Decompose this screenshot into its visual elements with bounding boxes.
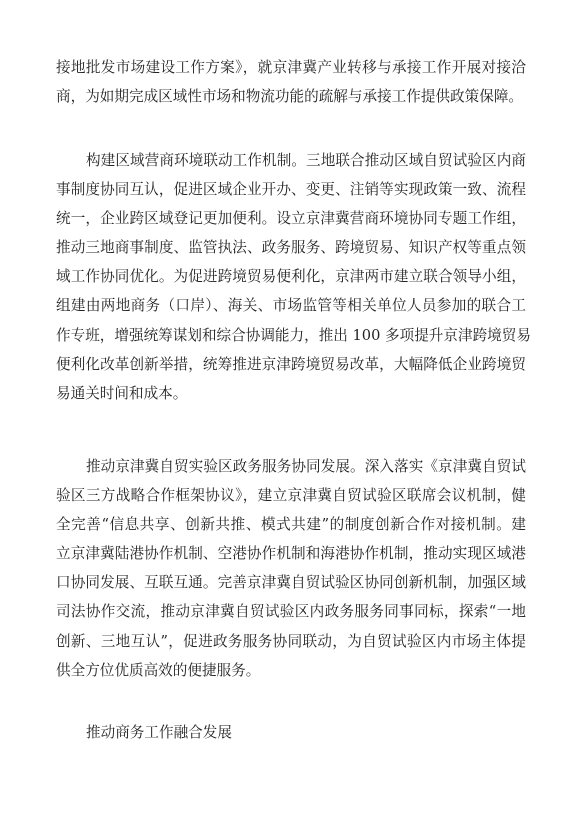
paragraph-free-trade-zone: [56, 452, 526, 685]
text-line: 立京津冀陆港协作机制、空港协作机制和海港协作机制，推动实现区域港: [56, 545, 526, 563]
text-line: 便利化改革创新举措，统筹推进京津跨境贸易改革，大幅降低企业跨境贸: [56, 355, 526, 373]
text-line: 商，为如期完成区域性市场和物流功能的疏解与承接工作提供政策保障。: [56, 88, 524, 106]
text-line: 易通关时间和成本。: [56, 384, 188, 402]
text-line: 作专班，增强统筹谋划和综合协调能力，推出 100 多项提升京津跨境贸易: [56, 326, 531, 344]
text-line: 供全方位优质高效的便捷服务。: [56, 661, 261, 679]
text-line: 接地批发市场建设工作方案》，就京津冀产业转移与承接工作开展对接洽: [56, 59, 526, 76]
text-line: 全完善“信息共享、创新共推、模式共建”的制度创新合作对接机制。建: [56, 516, 526, 534]
paragraph-heading-commerce: [56, 718, 526, 747]
paragraph-market-transfer: [56, 53, 526, 111]
text-line: 司法协作交流，推动京津冀自贸试验区内政务服务同事同标，探索“一地: [56, 603, 526, 621]
text-line: 事制度协同互认，促进区域企业开办、变更、注销等实现政策一致、流程: [56, 181, 526, 199]
text-line: 创新、三地互认”，促进政务服务协同联动，为自贸试验区内市场主体提: [56, 632, 526, 650]
text-line: 推动京津冀自贸实验区政务服务协同发展。深入落实《京津冀自贸试: [86, 458, 526, 475]
text-line: 统一，企业跨区域登记更加便利。设立京津冀营商环境协同专题工作组，: [56, 210, 526, 228]
text-line: 构建区域营商环境联动工作机制。三地联合推动区域自贸试验区内商: [86, 152, 526, 169]
text-line: 组建由两地商务（口岸）、海关、市场监管等相关单位人员参加的联合工: [56, 297, 526, 315]
section-heading: 推动商务工作融合发展: [86, 724, 232, 741]
text-line: 推动三地商事制度、监管执法、政务服务、跨境贸易、知识产权等重点领: [56, 239, 526, 257]
paragraph-business-environment: [56, 146, 531, 408]
text-line: 域工作协同优化。为促进跨境贸易便利化，京津两市建立联合领导小组，: [56, 268, 526, 286]
text-line: 口协同发展、互联互通。完善京津冀自贸试验区协同创新机制，加强区域: [56, 574, 526, 592]
text-line: 验区三方战略合作框架协议》，建立京津冀自贸试验区联席会议机制，健: [56, 487, 526, 505]
